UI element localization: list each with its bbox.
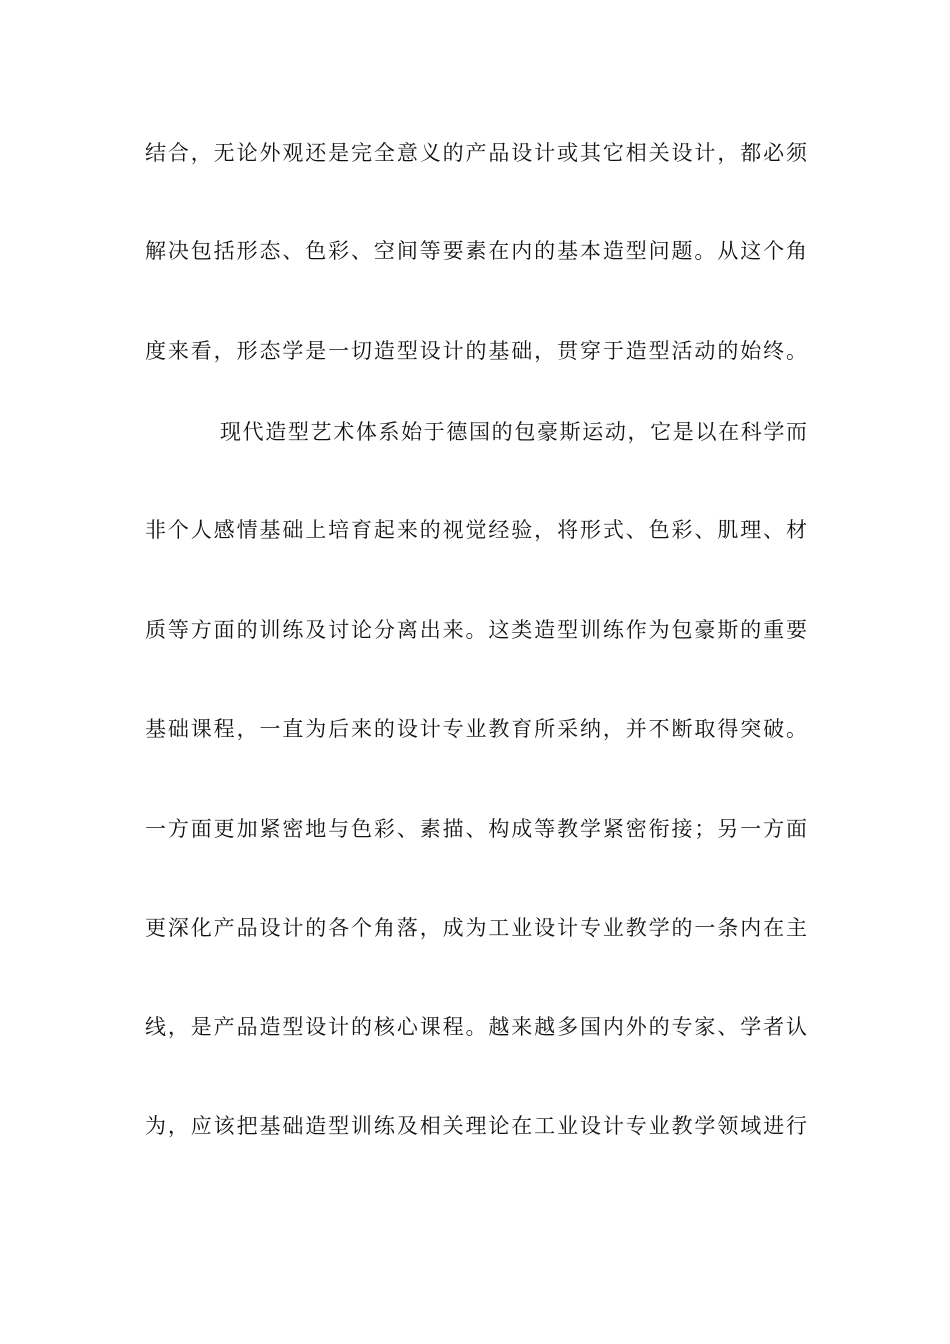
text-line: 质等方面的训练及讨论分离出来。这类造型训练作为包豪斯的重要 [145, 618, 807, 642]
text-line: 度来看，形态学是一切造型设计的基础，贯穿于造型活动的始终。 [145, 339, 807, 363]
text-line: 解决包括形态、色彩、空间等要素在内的基本造型问题。从这个角 [145, 239, 807, 263]
text-line: 更深化产品设计的各个角落，成为工业设计专业教学的一条内在主 [145, 916, 807, 940]
text-line: 现代造型艺术体系始于德国的包豪斯运动，它是以在科学而 [220, 420, 807, 444]
text-line: 为，应该把基础造型训练及相关理论在工业设计专业教学领域进行 [145, 1114, 807, 1138]
text-line: 非个人感情基础上培育起来的视觉经验，将形式、色彩、肌理、材 [145, 518, 807, 542]
text-line: 结合，无论外观还是完全意义的产品设计或其它相关设计，都必须 [145, 141, 807, 165]
text-line: 线，是产品造型设计的核心课程。越来越多国内外的专家、学者认 [145, 1015, 807, 1039]
text-line: 一方面更加紧密地与色彩、素描、构成等教学紧密衔接；另一方面 [145, 817, 807, 841]
text-line: 基础课程，一直为后来的设计专业教育所采纳，并不断取得突破。 [145, 717, 807, 741]
